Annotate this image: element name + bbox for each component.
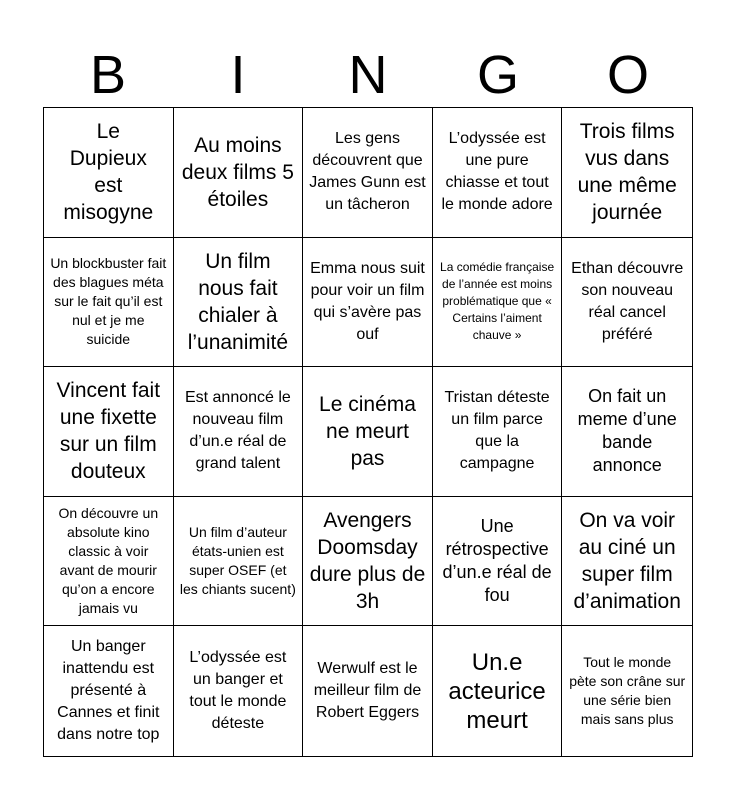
bingo-grid	[43, 107, 693, 757]
bingo-cell-r4c5[interactable]: On va voir au ciné un super film d’animation	[562, 497, 692, 627]
bingo-cell-r3c3[interactable]: Le cinéma ne meurt pas	[303, 367, 433, 497]
header-letter-g: G	[476, 45, 519, 105]
bingo-cell-r1c3[interactable]: Les gens découvrent que James Gunn est un tâcheron	[303, 108, 433, 238]
bingo-cell-r5c4[interactable]: Un.e acteurice meurt	[433, 626, 563, 756]
header-letter-i: I	[230, 45, 246, 105]
bingo-cell-r2c1[interactable]: Un blockbuster fait des blagues méta sur le fait qu’il est nul et je me suicide	[44, 238, 174, 368]
bingo-cell-r2c5[interactable]: Ethan découvre son nouveau réal cancel préféré	[562, 238, 692, 368]
bingo-cell-r2c2[interactable]: Un film nous fait chialer à l’unanimité	[174, 238, 304, 368]
header-letter-o: O	[606, 45, 649, 105]
bingo-header	[43, 44, 693, 106]
bingo-cell-r3c4[interactable]: Tristan déteste un film parce que la campagne	[433, 367, 563, 497]
bingo-cell-r5c1[interactable]: Un banger inattendu est présenté à Cannes et finit dans notre top	[44, 626, 174, 756]
bingo-cell-r4c2[interactable]: Un film d’auteur états-unien est super OSEF (et les chiants sucent)	[174, 497, 304, 627]
bingo-cell-r2c4[interactable]: La comédie française de l’année est moins problématique que « Certains l’aiment chauve »	[433, 238, 563, 368]
bingo-cell-r1c5[interactable]: Trois films vus dans une même journée	[562, 108, 692, 238]
bingo-cell-r5c2[interactable]: L’odyssée est un banger et tout le monde déteste	[174, 626, 304, 756]
bingo-cell-r3c1[interactable]: Vincent fait une fixette sur un film douteux	[44, 367, 174, 497]
bingo-cell-r3c5[interactable]: On fait un meme d’une bande annonce	[562, 367, 692, 497]
header-letter-n: N	[348, 45, 388, 105]
bingo-cell-r5c3[interactable]: Werwulf est le meilleur film de Robert Eggers	[303, 626, 433, 756]
bingo-cell-r4c1[interactable]: On découvre un absolute kino classic à voir avant de mourir qu’on a encore jamais vu	[44, 497, 174, 627]
bingo-cell-r2c3[interactable]: Emma nous suit pour voir un film qui s’avère pas ouf	[303, 238, 433, 368]
bingo-cell-r4c4[interactable]: Une rétrospective d’un.e réal de fou	[433, 497, 563, 627]
bingo-cell-r1c1[interactable]: Le Dupieux est misogyne	[44, 108, 174, 238]
bingo-cell-r3c2[interactable]: Est annoncé le nouveau film d’un.e réal de grand talent	[174, 367, 304, 497]
bingo-cell-r4c3[interactable]: Avengers Doomsday dure plus de 3h	[303, 497, 433, 627]
bingo-cell-r5c5[interactable]: Tout le monde pète son crâne sur une série bien mais sans plus	[569, 654, 686, 728]
header-letter-b: B	[89, 45, 127, 105]
bingo-cell-r1c4[interactable]: L’odyssée est une pure chiasse et tout le monde adore	[433, 108, 563, 238]
bingo-cell-r1c2[interactable]: Au moins deux films 5 étoiles	[174, 108, 304, 238]
